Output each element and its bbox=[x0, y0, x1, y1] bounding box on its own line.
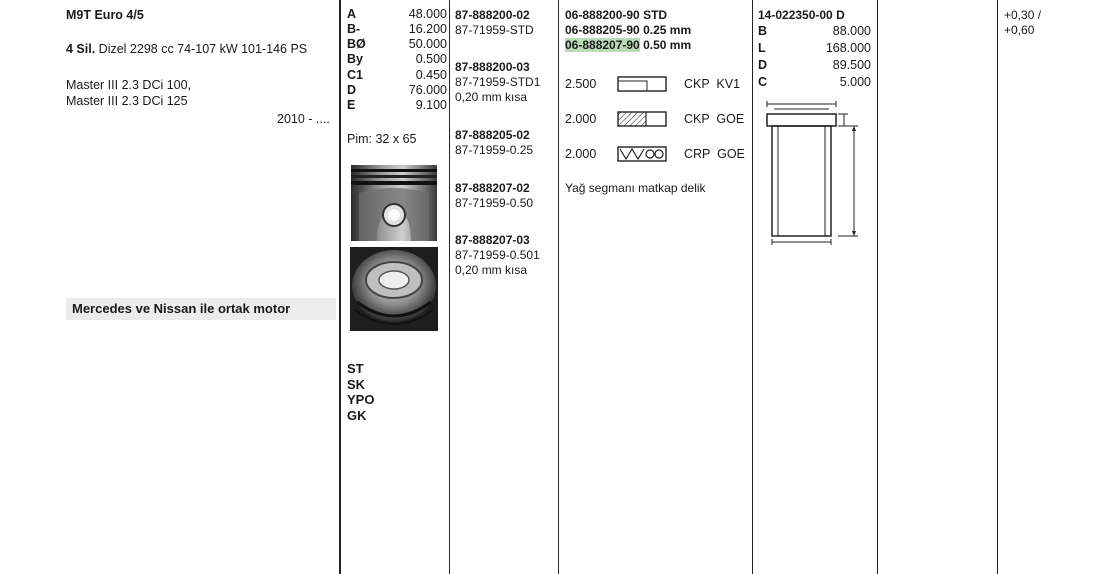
piston-entry bbox=[455, 233, 540, 278]
piston-entry bbox=[455, 60, 540, 105]
ring-taper-icon bbox=[617, 110, 667, 128]
code-sk: SK bbox=[347, 376, 366, 392]
piston-code: 87-888207-03 bbox=[455, 233, 530, 247]
engine-years: 2010 - .... bbox=[277, 112, 330, 126]
piston-ref: 87-71959-0.25 bbox=[455, 143, 534, 157]
engine-cylinders: 4 Sil. bbox=[66, 42, 96, 56]
ring-oil-control-icon bbox=[617, 145, 667, 163]
piston-entry bbox=[455, 8, 534, 38]
column-divider bbox=[449, 0, 450, 574]
piston-note: 0,20 mm kısa bbox=[455, 263, 528, 277]
piston-entry bbox=[455, 181, 533, 211]
engine-model-1: Master III 2.3 DCi 100, bbox=[66, 78, 192, 92]
ring-set: 06-888207-90 0.50 mm bbox=[565, 38, 692, 52]
ring-compression-icon bbox=[617, 75, 667, 93]
column-divider bbox=[877, 0, 878, 574]
column-divider bbox=[752, 0, 753, 574]
piston-ref: 87-71959-0.501 bbox=[455, 248, 540, 262]
pin-size: Pim: 32 x 65 bbox=[347, 132, 417, 146]
piston-code: 87-888205-02 bbox=[455, 128, 530, 142]
code-gk: GK bbox=[347, 407, 367, 423]
piston-ref: 87-71959-STD1 bbox=[455, 75, 541, 89]
engine-model-2: Master III 2.3 DCi 125 bbox=[66, 94, 188, 108]
ring-note: Yağ segmanı matkap delik bbox=[565, 181, 706, 195]
piston-code: 87-888200-02 bbox=[455, 8, 530, 22]
liner-code: 14-022350-00 D bbox=[758, 8, 845, 22]
piston-ref: 87-71959-0.50 bbox=[455, 196, 534, 210]
piston-ref: 87-71959-STD bbox=[455, 23, 534, 37]
piston-side-image bbox=[349, 163, 439, 243]
engine-spec bbox=[66, 41, 307, 57]
code-st: ST bbox=[347, 361, 364, 376]
highlighted-ring-code: 06-888207-90 bbox=[565, 38, 640, 52]
column-divider bbox=[997, 0, 998, 574]
column-divider bbox=[558, 0, 559, 574]
engine-spec-text: Dizel 2298 cc 74-107 kW 101-146 PS bbox=[98, 42, 308, 56]
code-list bbox=[347, 361, 374, 423]
ring-set-list bbox=[565, 8, 691, 53]
oversize-list bbox=[1004, 8, 1041, 38]
oversize-value: +0,30 / bbox=[1004, 8, 1042, 22]
ring-set: 06-888205-90 0.25 mm bbox=[565, 23, 692, 37]
oversize-value: +0,60 bbox=[1004, 23, 1035, 37]
piston-note: 0,20 mm kısa bbox=[455, 90, 528, 104]
engine-note: Mercedes ve Nissan ile ortak motor bbox=[66, 298, 336, 320]
column-divider bbox=[339, 0, 341, 574]
piston-top-image bbox=[349, 246, 439, 332]
piston-code: 87-888200-03 bbox=[455, 60, 530, 74]
ring-set: 06-888200-90 STD bbox=[565, 8, 668, 22]
code-ypo: YPO bbox=[347, 392, 375, 407]
cylinder-liner-diagram bbox=[764, 92, 864, 252]
engine-title: M9T Euro 4/5 bbox=[66, 8, 144, 22]
piston-code: 87-888207-02 bbox=[455, 181, 530, 195]
piston-entry bbox=[455, 128, 533, 158]
